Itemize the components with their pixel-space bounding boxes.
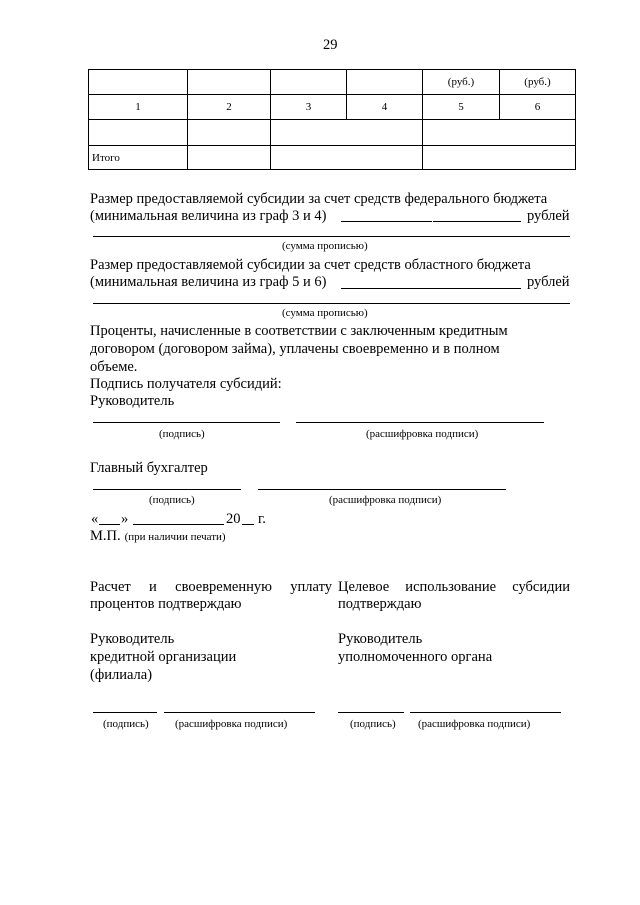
- recipient-head-label: Руководитель: [90, 393, 175, 409]
- authority-head-line1: Руководитель: [338, 631, 423, 647]
- table-cell: [89, 120, 188, 146]
- federal-currency: рублей: [527, 208, 570, 224]
- bank-decode-caption: (расшифровка подписи): [175, 718, 288, 730]
- regional-currency: рублей: [527, 274, 570, 290]
- table-cell-unit-5: (руб.): [423, 70, 500, 95]
- table-row-total: [89, 146, 576, 170]
- table-cell-num: 4: [347, 95, 423, 120]
- recipient-signature-label: Подпись получателя субсидий:: [90, 376, 282, 392]
- table-cell: [271, 120, 423, 146]
- table-cell-num: 6: [500, 95, 576, 120]
- stamp-line: [90, 527, 226, 545]
- recipient-decode-line[interactable]: [296, 422, 544, 423]
- authority-decode-line[interactable]: [410, 712, 561, 713]
- accountant-signature-line[interactable]: [93, 489, 241, 490]
- recipient-sign-caption: (подпись): [159, 428, 205, 440]
- recipient-decode-caption: (расшифровка подписи): [366, 428, 479, 440]
- regional-sum-in-words-line[interactable]: [93, 303, 570, 304]
- bank-decode-line[interactable]: [164, 712, 315, 713]
- table-cell: [89, 70, 188, 95]
- federal-sum-in-words-line[interactable]: [93, 236, 570, 237]
- regional-amount-blank[interactable]: [341, 288, 521, 289]
- regional-sum-caption: (сумма прописью): [282, 307, 368, 319]
- federal-sum-caption: (сумма прописью): [282, 240, 368, 252]
- date-year-blank[interactable]: [242, 524, 254, 525]
- table-cell: [188, 120, 271, 146]
- date-year-suffix: г.: [258, 511, 266, 527]
- accountant-decode-line[interactable]: [258, 489, 506, 490]
- interest-paragraph-line2: договором (договором займа), уплачены своевременно и в полном: [90, 341, 500, 357]
- authority-confirm-line2: подтверждаю: [338, 596, 422, 612]
- table-cell-num: 5: [423, 95, 500, 120]
- interest-paragraph-line3: объеме.: [90, 359, 138, 375]
- bank-head-line3: (филиала): [90, 667, 153, 683]
- interest-paragraph-line1: Проценты, начисленные в соответствии с заключенным кредитным: [90, 323, 508, 339]
- subsidy-table: [88, 69, 576, 170]
- date-month-blank[interactable]: [133, 524, 224, 525]
- federal-amount-blank-a[interactable]: [341, 221, 432, 222]
- authority-signature-line[interactable]: [338, 712, 404, 713]
- authority-sign-caption: (подпись): [350, 718, 396, 730]
- table-cell-total-label: Итого: [89, 146, 188, 170]
- federal-subsidy-line1: Размер предоставляемой субсидии за счет средств федерального бюджета: [90, 191, 548, 207]
- regional-subsidy-line1: Размер предоставляемой субсидии за счет средств областного бюджета: [90, 257, 531, 273]
- table-row-numbers: [89, 95, 576, 120]
- table-cell-num: 2: [188, 95, 271, 120]
- table-cell-num: 1: [89, 95, 188, 120]
- authority-head-line2: уполномоченного органа: [338, 649, 493, 665]
- bank-confirm-line2: процентов подтверждаю: [90, 596, 242, 612]
- regional-subsidy-line2: (минимальная величина из граф 5 и 6): [90, 274, 327, 290]
- table-cell: [423, 146, 576, 170]
- accountant-label: Главный бухгалтер: [90, 460, 208, 476]
- recipient-signature-line[interactable]: [93, 422, 280, 423]
- date-close-quote: »: [121, 511, 129, 527]
- federal-subsidy-line2: (минимальная величина из граф 3 и 4): [90, 208, 327, 224]
- table-row-units: [89, 70, 576, 95]
- table-cell: [423, 120, 576, 146]
- table-cell-unit-6: (руб.): [500, 70, 576, 95]
- table-cell: [188, 70, 271, 95]
- federal-amount-blank-b[interactable]: [433, 221, 521, 222]
- table-cell: [271, 146, 423, 170]
- stamp-note: (при наличии печати): [124, 531, 226, 543]
- date-open-quote: «: [91, 511, 99, 527]
- table-cell: [347, 70, 423, 95]
- bank-head-line2: кредитной организации: [90, 649, 237, 665]
- bank-signature-line[interactable]: [93, 712, 157, 713]
- authority-decode-caption: (расшифровка подписи): [418, 718, 531, 730]
- page-number: 29: [323, 37, 338, 53]
- accountant-sign-caption: (подпись): [149, 494, 195, 506]
- accountant-decode-caption: (расшифровка подписи): [329, 494, 442, 506]
- date-year-prefix: 20: [226, 511, 241, 527]
- stamp-label: М.П.: [90, 528, 121, 544]
- table-cell: [188, 146, 271, 170]
- bank-head-line1: Руководитель: [90, 631, 175, 647]
- table-row-data: [89, 120, 576, 146]
- date-day-blank[interactable]: [99, 524, 120, 525]
- table-cell-num: 3: [271, 95, 347, 120]
- table-cell: [271, 70, 347, 95]
- authority-confirm-line1: Целевое использование субсидии: [338, 579, 570, 595]
- bank-confirm-line1: Расчет и своевременную уплату: [90, 579, 332, 595]
- bank-sign-caption: (подпись): [103, 718, 149, 730]
